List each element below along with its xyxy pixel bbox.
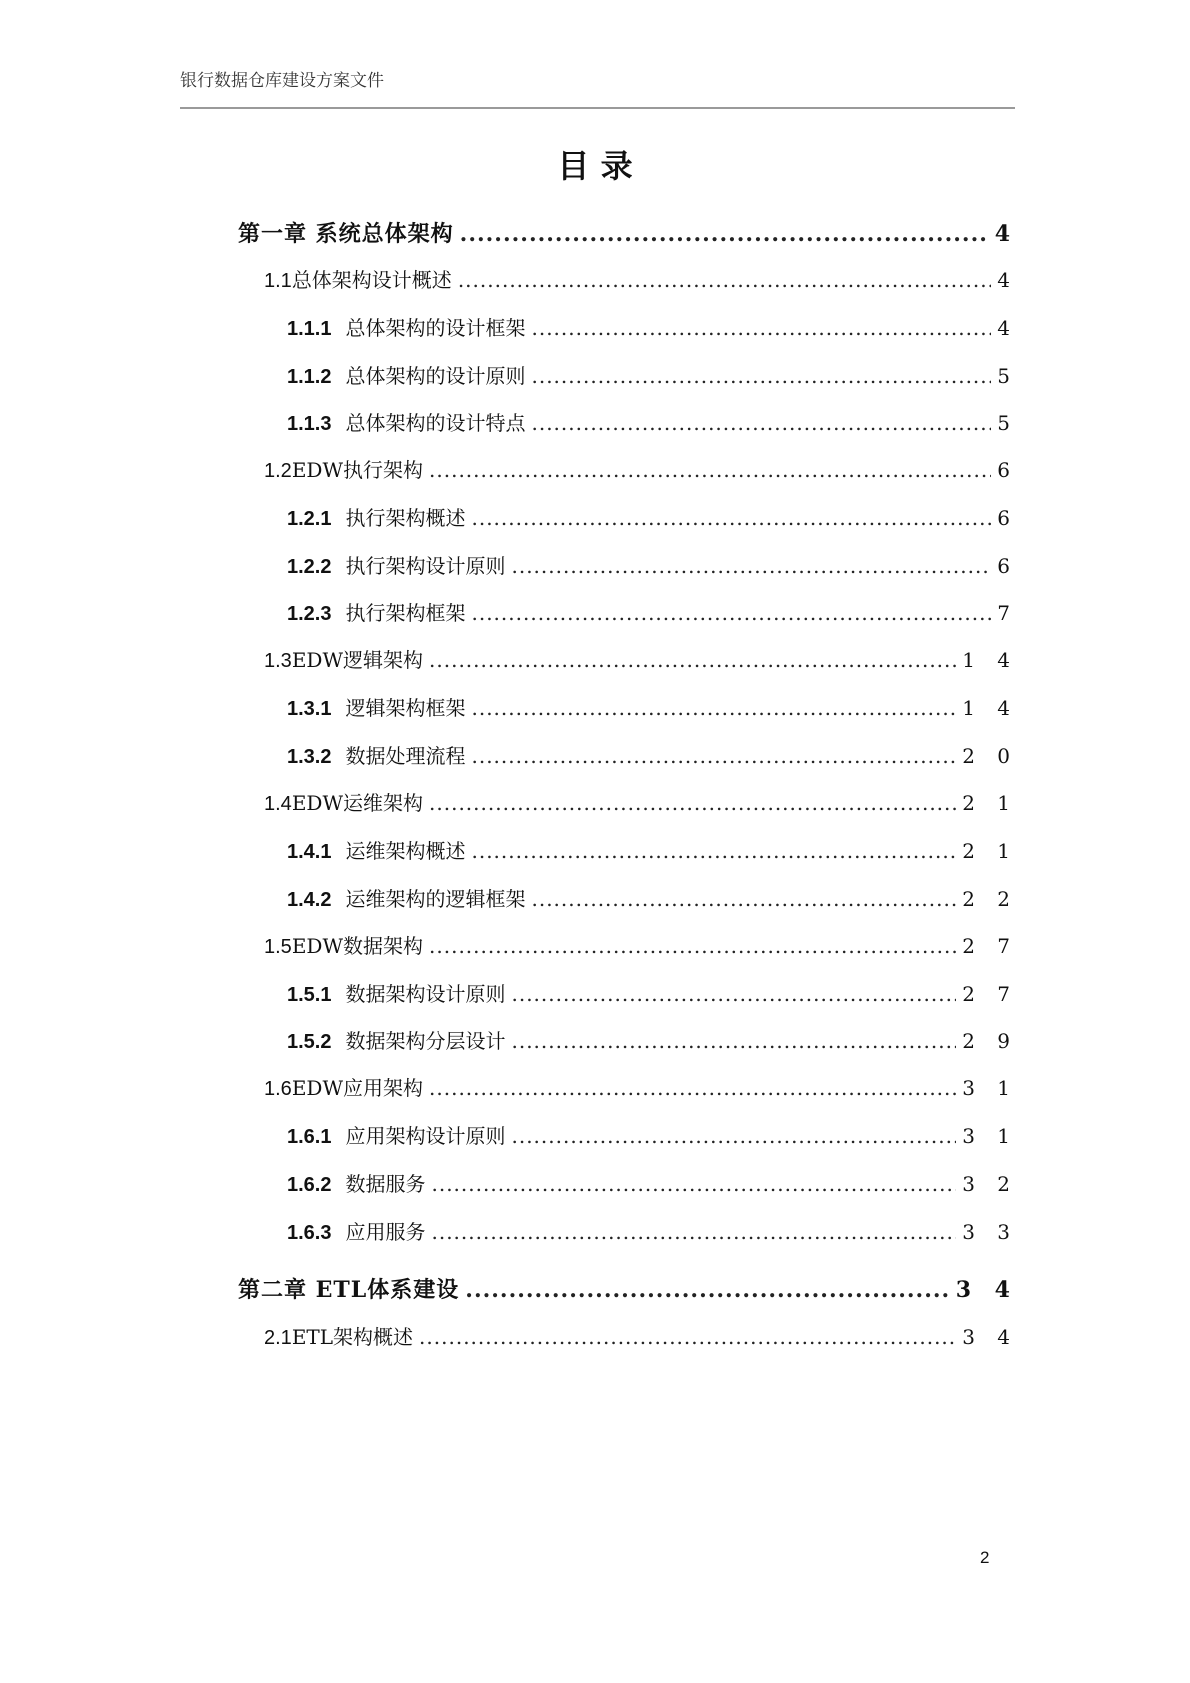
toc-entry-1-2[interactable] <box>264 454 1018 486</box>
toc-entry-number: 1.6 <box>264 1078 292 1100</box>
toc-entry-page: 3 1 <box>962 1124 1018 1148</box>
toc-entry-label: EDW数据架构 <box>291 934 424 958</box>
dot-leader <box>458 268 991 292</box>
toc-entry-number: 1.3.1 <box>287 698 332 720</box>
toc-entry-page: 4 <box>997 268 1018 292</box>
dot-leader <box>511 982 956 1006</box>
toc-entry-1-6-1[interactable] <box>287 1120 1018 1152</box>
toc-entry-number: 1.1 <box>264 270 292 292</box>
toc-entry-page: 1 4 <box>962 648 1018 672</box>
dot-leader <box>531 887 956 911</box>
dot-leader <box>531 411 991 435</box>
toc-entry-number: 1.4.2 <box>287 889 332 911</box>
toc-entry-label: 总体架构的设计原则 <box>345 364 526 388</box>
toc-entry-1-1[interactable] <box>264 264 1018 296</box>
dot-leader <box>511 554 991 578</box>
dot-leader <box>511 1029 956 1053</box>
toc-entry-1-6-2[interactable] <box>287 1168 1018 1200</box>
dot-leader <box>429 791 956 815</box>
toc-entry-label: EDW逻辑架构 <box>291 648 424 672</box>
dot-leader <box>471 696 956 720</box>
toc-entry-number: 1.1.1 <box>287 318 332 340</box>
dot-leader <box>471 506 991 530</box>
dot-leader <box>465 1277 949 1303</box>
toc-entry-label: 应用服务 <box>345 1220 426 1244</box>
toc-entry-1-5-1[interactable] <box>287 978 1018 1010</box>
toc-entry-1-5-2[interactable] <box>287 1025 1018 1057</box>
toc-entry-page: 2 0 <box>962 744 1018 768</box>
toc-entry-label: 总体架构的设计框架 <box>345 316 526 340</box>
toc-entry-1-5[interactable] <box>264 930 1018 962</box>
toc-entry-1-4-1[interactable] <box>287 835 1018 867</box>
toc-entry-label: 总体架构的设计特点 <box>345 411 526 435</box>
toc-entry-label: 应用架构设计原则 <box>345 1124 506 1148</box>
toc-entry-number: 1.5.2 <box>287 1031 332 1053</box>
toc-entry-chapter-0[interactable] <box>238 217 1018 249</box>
toc-entry-label: 执行架构设计原则 <box>345 554 506 578</box>
toc-entry-label: 逻辑架构框架 <box>345 696 466 720</box>
toc-entry-1-4[interactable] <box>264 787 1018 819</box>
toc-entry-page: 2 7 <box>962 934 1018 958</box>
toc-entry-page: 2 1 <box>962 839 1018 863</box>
dot-leader <box>511 1124 956 1148</box>
toc-entry-number: 1.4 <box>264 793 292 815</box>
toc-entry-label: 数据架构分层设计 <box>345 1029 506 1053</box>
toc-entry-page: 3 1 <box>962 1076 1018 1100</box>
dot-leader <box>531 316 991 340</box>
toc-entry-number: 1.1.2 <box>287 366 332 388</box>
toc-entry-number: 1.4.1 <box>287 841 332 863</box>
toc-entry-number: 1.3.2 <box>287 746 332 768</box>
toc-entry-chapter-22[interactable] <box>238 1273 1018 1305</box>
toc-entry-number: 1.1.3 <box>287 413 332 435</box>
toc-entry-label: EDW应用架构 <box>291 1076 424 1100</box>
toc-entry-number: 1.2.3 <box>287 603 332 625</box>
toc-entry-page: 4 <box>997 316 1018 340</box>
toc-entry-page: 3 3 <box>962 1220 1018 1244</box>
toc-entry-label: ETL架构概述 <box>291 1325 414 1349</box>
toc-entry-label: 运维架构概述 <box>345 839 466 863</box>
toc-entry-1-3-1[interactable] <box>287 692 1018 724</box>
toc-entry-page: 6 <box>997 506 1018 530</box>
running-header: 银行数据仓库建设方案文件 <box>180 71 384 91</box>
toc-entry-label: 数据处理流程 <box>345 744 466 768</box>
toc-entry-number: 1.2.1 <box>287 508 332 530</box>
toc-entry-page: 5 <box>997 364 1018 388</box>
toc-entry-1-3-2[interactable] <box>287 740 1018 772</box>
toc-entry-page: 2 2 <box>962 887 1018 911</box>
toc-entry-page: 6 <box>997 554 1018 578</box>
toc-entry-page: 3 4 <box>955 1277 1018 1303</box>
toc-entry-number: 1.6.1 <box>287 1126 332 1148</box>
page-title: 目 录 <box>557 147 633 185</box>
dot-leader <box>471 839 956 863</box>
toc-entry-number: 1.6.3 <box>287 1222 332 1244</box>
toc-entry-number: 1.2.2 <box>287 556 332 578</box>
dot-leader <box>429 648 956 672</box>
dot-leader <box>429 934 956 958</box>
toc-entry-1-1-2[interactable] <box>287 360 1018 392</box>
toc-entry-label: 第二章 ETL体系建设 <box>238 1277 460 1303</box>
toc-entry-page: 3 2 <box>962 1172 1018 1196</box>
dot-leader <box>429 1076 956 1100</box>
toc-entry-page: 4 <box>994 221 1018 247</box>
dot-leader <box>431 1220 956 1244</box>
toc-entry-label: 第一章 系统总体架构 <box>238 221 454 247</box>
toc-entry-1-1-3[interactable] <box>287 407 1018 439</box>
toc-entry-number: 1.5 <box>264 936 292 958</box>
toc-entry-1-2-2[interactable] <box>287 550 1018 582</box>
toc-entry-page: 2 7 <box>962 982 1018 1006</box>
toc-entry-label: 运维架构的逻辑框架 <box>345 887 526 911</box>
toc-entry-page: 7 <box>997 601 1018 625</box>
header-divider <box>180 107 1015 109</box>
toc-entry-2-1[interactable] <box>264 1321 1018 1353</box>
dot-leader <box>460 221 989 247</box>
toc-entry-number: 2.1 <box>264 1327 292 1349</box>
dot-leader <box>419 1325 956 1349</box>
toc-entry-1-3[interactable] <box>264 644 1018 676</box>
dot-leader <box>429 458 991 482</box>
toc-entry-label: 执行架构框架 <box>345 601 466 625</box>
toc-entry-label: 数据架构设计原则 <box>345 982 506 1006</box>
dot-leader <box>471 601 991 625</box>
page-number: 2 <box>980 1548 990 1567</box>
toc-entry-page: 2 1 <box>962 791 1018 815</box>
toc-entry-number: 1.2 <box>264 460 292 482</box>
toc-entry-1-2-1[interactable] <box>287 502 1018 534</box>
dot-leader <box>431 1172 956 1196</box>
toc-entry-number: 1.6.2 <box>287 1174 332 1196</box>
toc-entry-page: 1 4 <box>962 696 1018 720</box>
toc-entry-number: 1.5.1 <box>287 984 332 1006</box>
toc-entry-number: 1.3 <box>264 650 292 672</box>
toc-entry-1-4-2[interactable] <box>287 883 1018 915</box>
toc-entry-1-6[interactable] <box>264 1072 1018 1104</box>
toc-entry-label: 数据服务 <box>345 1172 426 1196</box>
toc-entry-1-2-3[interactable] <box>287 597 1018 629</box>
toc-entry-page: 3 4 <box>962 1325 1018 1349</box>
toc-entry-1-1-1[interactable] <box>287 312 1018 344</box>
toc-entry-page: 2 9 <box>962 1029 1018 1053</box>
dot-leader <box>471 744 956 768</box>
toc-entry-label: 总体架构设计概述 <box>291 268 452 292</box>
toc-entry-label: EDW执行架构 <box>291 458 424 482</box>
toc-entry-page: 5 <box>997 411 1018 435</box>
toc-entry-page: 6 <box>997 458 1018 482</box>
toc-entry-label: EDW运维架构 <box>291 791 424 815</box>
toc-entry-1-6-3[interactable] <box>287 1216 1018 1248</box>
dot-leader <box>531 364 991 388</box>
toc-entry-label: 执行架构概述 <box>345 506 466 530</box>
